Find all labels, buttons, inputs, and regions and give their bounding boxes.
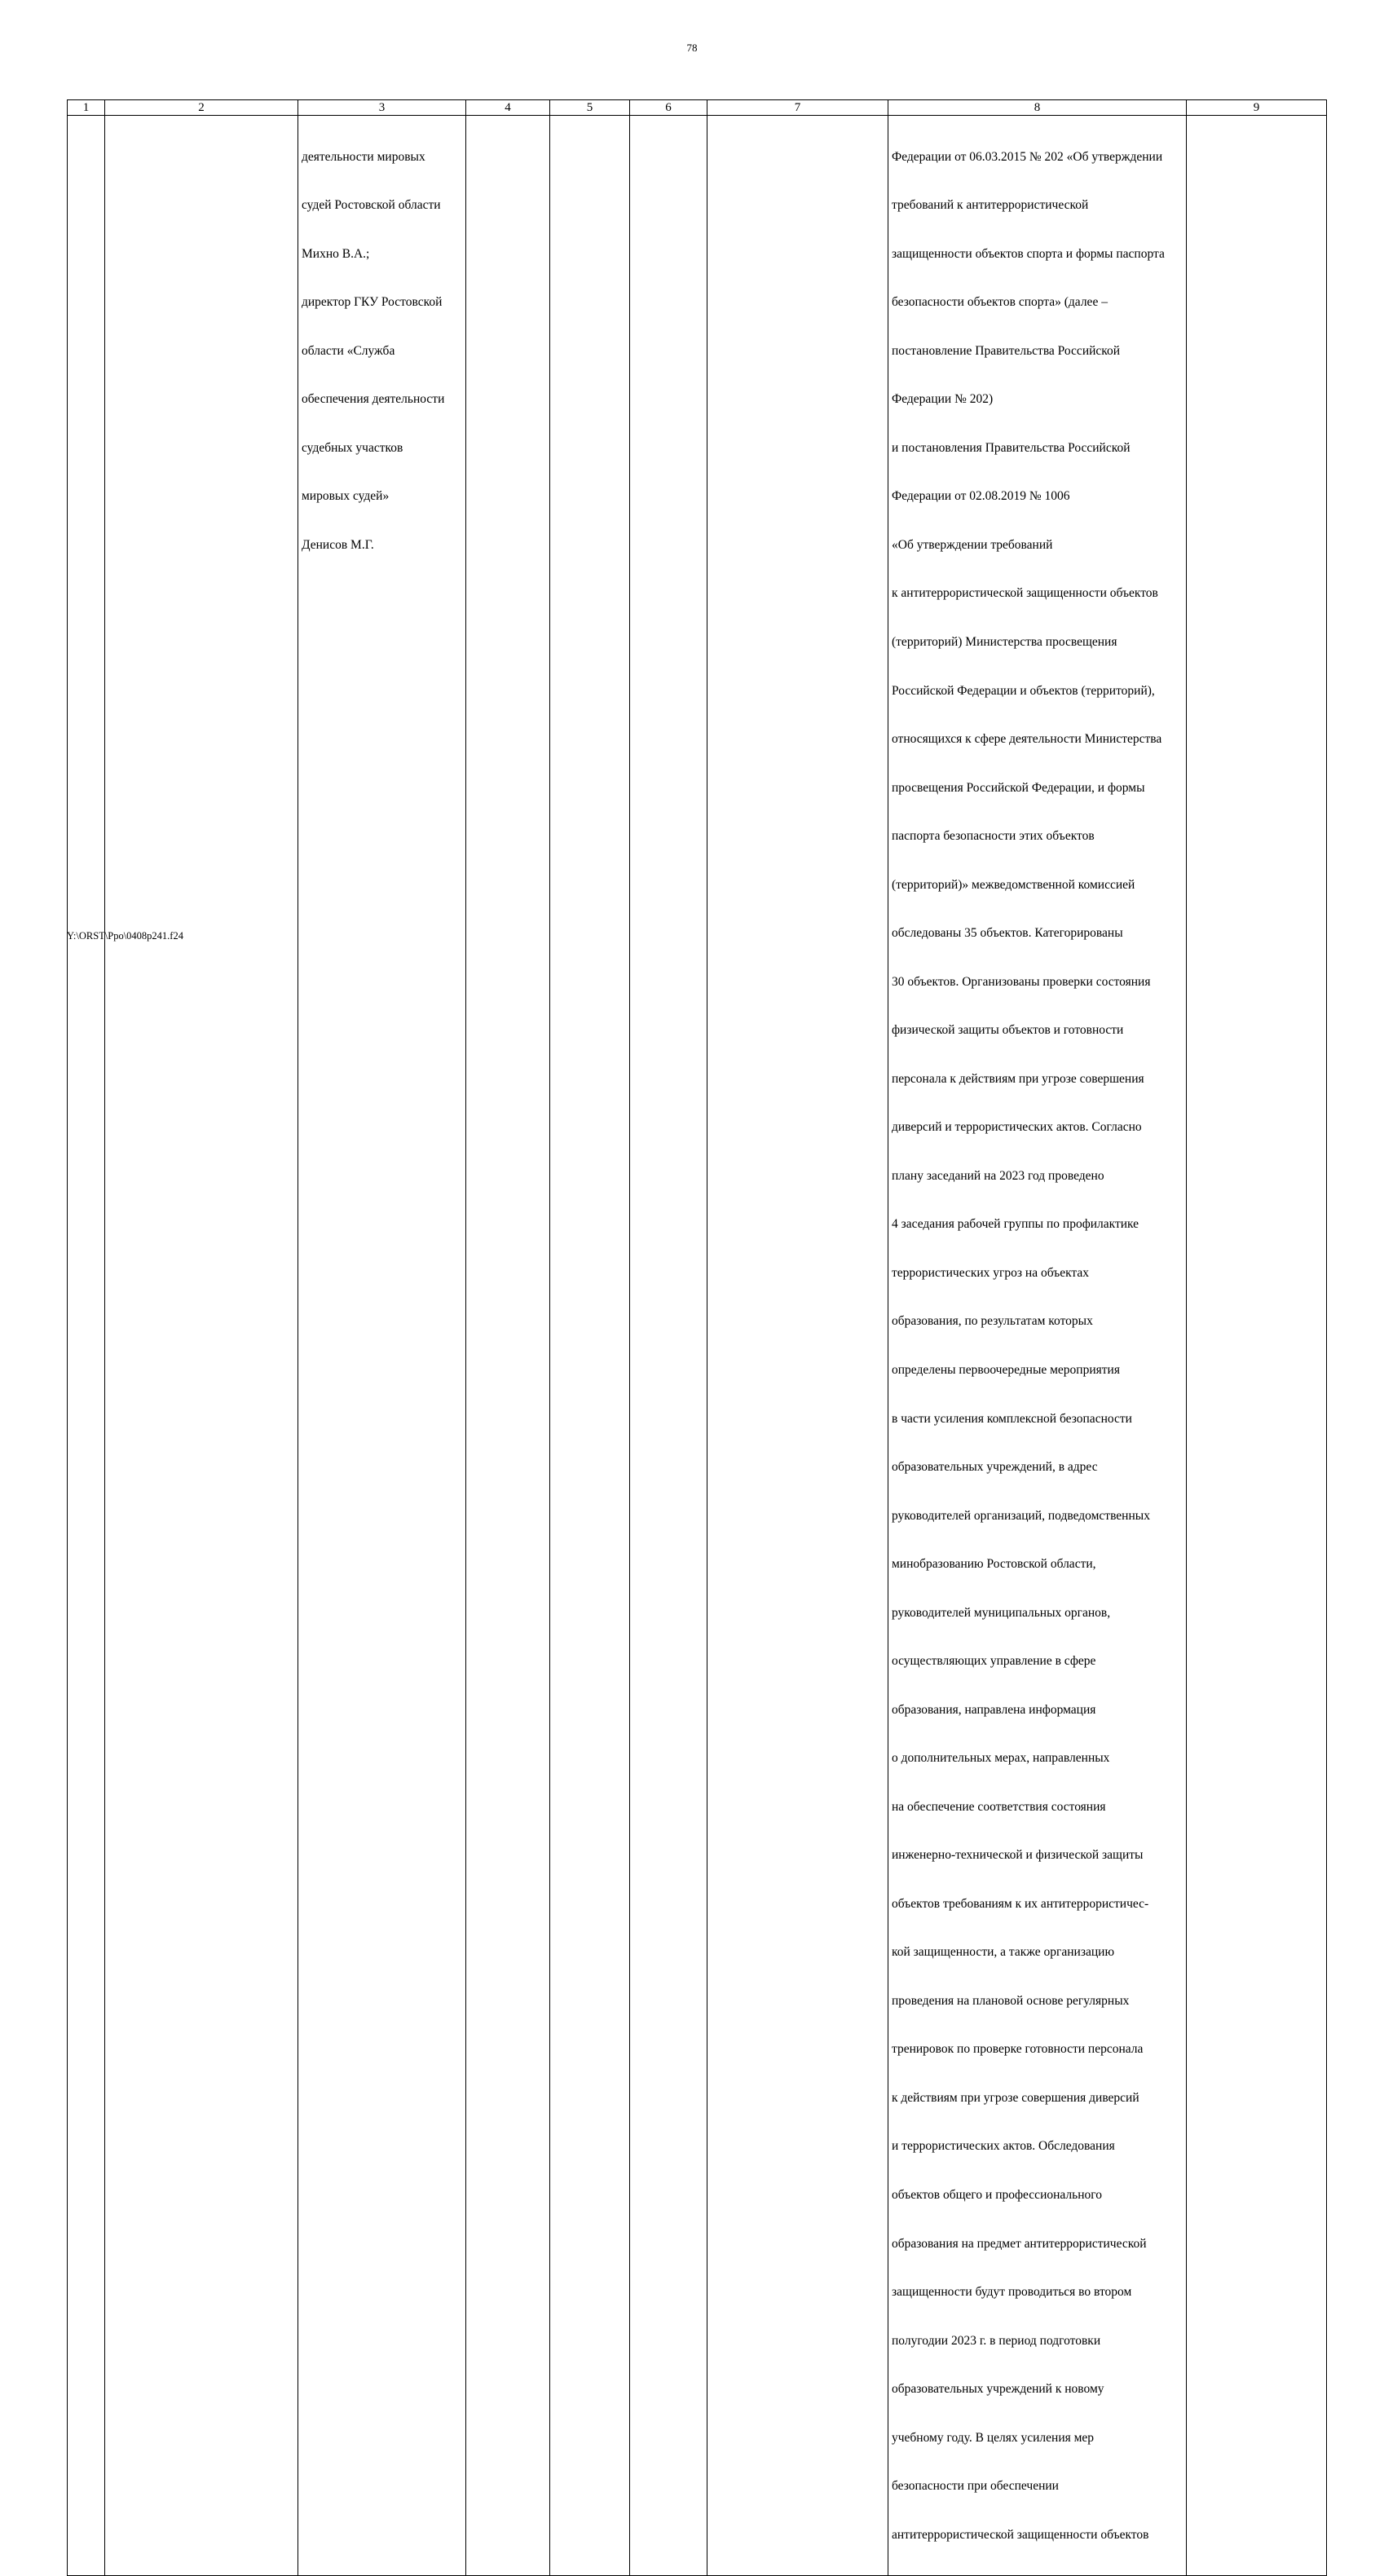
cell-col-6 [630,116,707,2576]
text-line: инженерно-технической и физической защиты [892,1848,1144,1863]
text-line: тренировок по проверке готовности персонала [892,2042,1144,2057]
document-table [67,99,1327,2576]
cell-col-5 [550,116,630,2576]
text-line: относящихся к сфере деятельности Министерства [892,732,1162,747]
text-line: образования, по результатам которых [892,1314,1093,1329]
text-line: просвещения Российской Федерации, и формы [892,780,1145,795]
text-line: судей Ростовской области [302,198,441,213]
text-line: (территорий)» межведомственной комиссией [892,877,1135,892]
text-line: физической защиты объектов и готовности [892,1023,1124,1038]
text-line: и постановления Правительства Российской [892,440,1131,455]
cell-col-1 [68,116,105,2576]
column-header-7: 7 [707,100,888,116]
text-line: плану заседаний на 2023 год проведено [892,1168,1104,1183]
cell-col-7 [707,116,888,2576]
text-line: безопасности при обеспечении [892,2479,1059,2494]
text-line: руководителей организаций, подведомственных [892,1508,1150,1523]
cell-col-9 [1187,116,1327,2576]
text-line: минобразованию Ростовской области, [892,1557,1096,1572]
text-line: проведения на плановой основе регулярных [892,1993,1130,2008]
column-header-8: 8 [888,100,1187,116]
text-line: в части усиления комплексной безопасности [892,1411,1132,1426]
column-header-2: 2 [105,100,298,116]
text-line: Михно В.А.; [302,246,370,261]
text-line: директор ГКУ Ростовской [302,295,443,310]
text-line: антитеррористической защищенности объектов [892,2527,1149,2542]
column-header-9: 9 [1187,100,1327,116]
column-header-3: 3 [298,100,466,116]
cell-col-8 [888,116,1187,2576]
text-line: объектов требованиям к их антитеррористичес- [892,1896,1149,1911]
text-line: защищенности объектов спорта и формы паспорта [892,246,1165,261]
column-header-5: 5 [550,100,630,116]
page-number: 78 [686,42,698,54]
text-line: диверсий и террористических актов. Согласно [892,1120,1142,1135]
text-line: террористических угроз на объектах [892,1265,1090,1280]
text-line: определены первоочередные мероприятия [892,1362,1120,1377]
cell-col-4 [466,116,550,2576]
text-line: и террористических актов. Обследования [892,2139,1115,2154]
text-line: 4 заседания рабочей группы по профилактике [892,1217,1139,1232]
text-line: к действиям при угрозе совершения диверсий [892,2090,1139,2105]
text-line: обеспечения деятельности [302,392,445,407]
text-line: защищенности будут проводиться во втором [892,2285,1132,2300]
text-line: руководителей муниципальных органов, [892,1605,1111,1620]
column-header-1: 1 [68,100,105,116]
column-header-6: 6 [630,100,707,116]
text-line: паспорта безопасности этих объектов [892,829,1095,844]
text-line: безопасности объектов спорта» (далее – [892,295,1108,310]
text-line: постановление Правительства Российской [892,343,1121,358]
text-line: образования, направлена информация [892,1702,1096,1717]
text-line: на обеспечение соответствия состояния [892,1799,1106,1814]
text-line: Федерации № 202) [892,392,994,407]
text-line: обследованы 35 объектов. Категорированы [892,926,1123,941]
text-line: деятельности мировых [302,149,425,164]
text-line: образования на предмет антитеррористической [892,2236,1147,2251]
text-line: образовательных учреждений, в адрес [892,1460,1098,1475]
text-line: области «Служба [302,343,395,358]
column-header-4: 4 [466,100,550,116]
text-line: (территорий) Министерства просвещения [892,635,1117,649]
text-line: Федерации от 02.08.2019 № 1006 [892,489,1070,504]
footer-file-path: Y:\ORST\Ppo\0408p241.f24 [67,930,183,942]
responsible-persons-text [298,116,465,585]
column-number-row [68,100,1327,116]
text-line: полугодии 2023 г. в период подготовки [892,2333,1101,2348]
table-row [68,116,1327,2576]
report-text [888,116,1186,2575]
text-line: требований к антитеррористической [892,198,1089,213]
text-line: осуществляющих управление в сфере [892,1654,1096,1669]
text-line: Денисов М.Г. [302,537,374,552]
text-line: к антитеррористической защищенности объектов [892,586,1158,601]
text-line: Федерации от 06.03.2015 № 202 «Об утверждении [892,149,1163,164]
text-line: кой защищенности, а также организацию [892,1945,1115,1960]
text-line: образовательных учреждений к новому [892,2382,1104,2397]
cell-col-3 [298,116,466,2576]
text-line: персонала к действиям при угрозе совершения [892,1071,1144,1086]
text-line: учебному году. В целях усиления мер [892,2430,1095,2445]
text-line: мировых судей» [302,489,390,504]
text-line: 30 объектов. Организованы проверки состояния [892,974,1151,989]
text-line: объектов общего и профессионального [892,2188,1102,2202]
text-line: о дополнительных мерах, направленных [892,1751,1110,1766]
text-line: судебных участков [302,440,403,455]
text-line: Российской Федерации и объектов (территорий), [892,683,1155,698]
text-line: «Об утверждении требований [892,537,1053,552]
cell-col-2 [105,116,298,2576]
